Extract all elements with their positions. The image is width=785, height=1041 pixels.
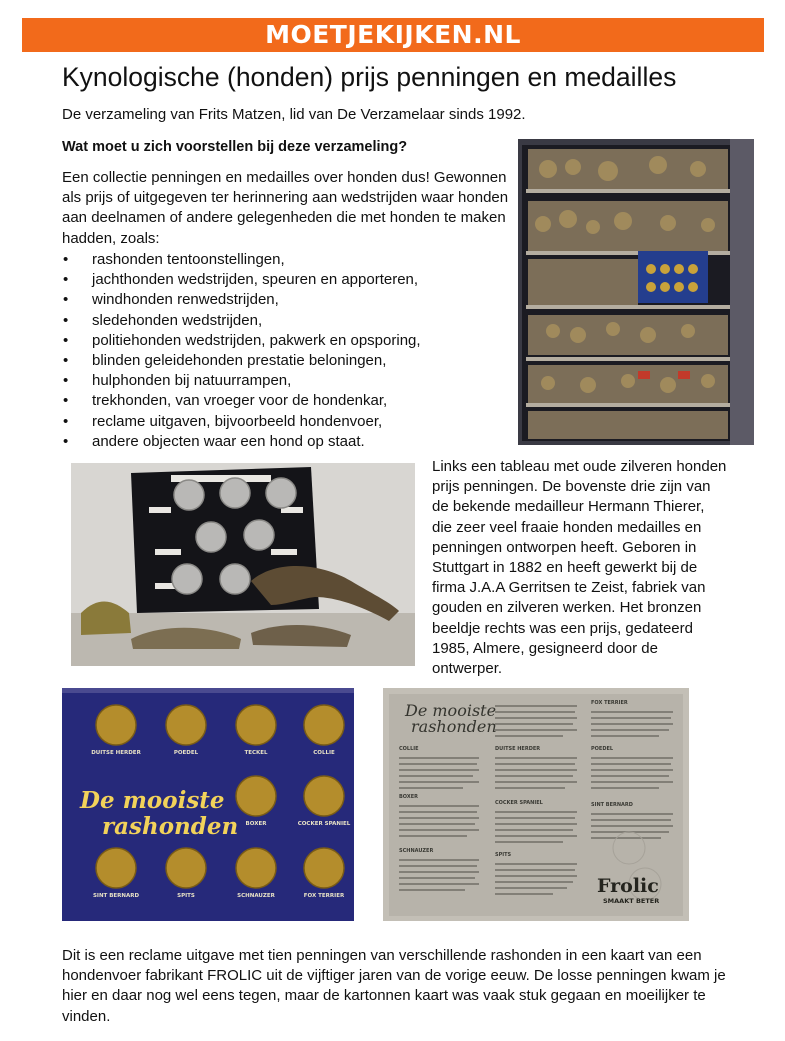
card-back-heading: FOX TERRIER	[591, 700, 628, 706]
card-back-heading: SINT BERNARD	[591, 802, 633, 808]
frolic-brand: Frolic	[597, 875, 659, 897]
bullet-icon: •	[63, 392, 69, 410]
section-question: Wat moet u zich voorstellen bij deze verzameling?	[62, 139, 408, 155]
list-item: • windhonden renwedstrijden,	[62, 290, 502, 310]
card-back-heading: COCKER SPANIEL	[495, 800, 543, 806]
frolic-slogan: SMAAKT BETER	[603, 897, 660, 905]
frolic-card-front-photo	[62, 688, 354, 921]
site-banner[interactable]: MOETJEKIJKEN.NL	[22, 18, 764, 52]
list-item: • sledehonden wedstrijden,	[62, 311, 502, 331]
page-subtitle: De verzameling van Frits Matzen, lid van De Verzamelaar sinds 1992.	[62, 106, 526, 123]
bullet-list	[62, 250, 502, 452]
bullet-icon: •	[63, 271, 69, 289]
bullet-icon: •	[63, 372, 69, 390]
footer-paragraph: Dit is een reclame uitgave met tien penningen van verschillende rashonden in een kaart van een hondenvoer fabrikant FROLIC uit de vijftiger jaren van de vorige eeuw. De losse penningen kwam je hier en daar nog wel eens tegen, maar de kartonnen kaart was vaak stuk gegaan en moeilijker te vinden.	[62, 947, 726, 1025]
coin-label: SCHNAUZER	[237, 893, 275, 899]
bullet-icon: •	[63, 412, 69, 430]
card-back-heading: SCHNAUZER	[399, 848, 434, 854]
coin-label: TECKEL	[244, 750, 268, 756]
bullet-icon: •	[63, 291, 69, 309]
card-back-heading: COLLIE	[399, 746, 419, 752]
list-item: • hulphonden bij natuurrampen,	[62, 371, 502, 391]
card-title-line1: De mooiste	[80, 787, 225, 814]
silver-medals-tableau-photo	[71, 463, 415, 666]
list-item: • politiehonden wedstrijden, pakwerk en opsporing,	[62, 331, 502, 351]
coin-label: SPITS	[177, 893, 195, 899]
list-item: • trekhonden, van vroeger voor de hondenkar,	[62, 391, 502, 411]
card-back-heading: SPITS	[495, 852, 512, 858]
tableau-caption: Links een tableau met oude zilveren honden prijs penningen. De bovenste drie zijn van de bekende medailleur Hermann Thierer, die zeer veel fraaie honden medailles en penningen ontworpen heeft. Geboren in Stuttgart in 1882 en heeft gewerkt bij de firma J.A.A Gerritsen te Zeist, fabriek van gouden en zilveren werken. Het bronzen beeldje rechts was een prijs, gedateerd 1985, Almere, gesigneerd door de ontwerper.	[432, 458, 727, 678]
bullet-icon: •	[63, 352, 69, 370]
card-title-line2: rashonden	[102, 813, 239, 840]
coin-label: COLLIE	[313, 750, 335, 756]
coin-label: COCKER SPANIEL	[297, 821, 351, 827]
coin-label: FOX TERRIER	[303, 893, 345, 899]
coin-label: DUITSE HERDER	[91, 750, 141, 756]
card-back-heading: BOXER	[399, 794, 419, 800]
card-back-heading: DUITSE HERDER	[495, 746, 541, 752]
bullet-icon: •	[63, 311, 69, 329]
list-item: • jachthonden wedstrijden, speuren en apporteren,	[62, 270, 502, 290]
bullet-icon: •	[63, 432, 69, 450]
intro-paragraph: Een collectie penningen en medailles over honden dus! Gewonnen als prijs of uitgegeven ter herinnering aan wedstrijden waar honden aan deelnamen of andere gelegenheden die met honden te maken hadden, zoals:	[62, 169, 509, 247]
list-item: • rashonden tentoonstellingen,	[62, 250, 502, 270]
list-item: • reclame uitgaven, bijvoorbeeld hondenvoer,	[62, 412, 502, 432]
coin-label: SINT BERNARD	[92, 893, 140, 899]
page-title: Kynologische (honden) prijs penningen en medailles	[62, 62, 677, 92]
frolic-card-back-photo	[383, 688, 689, 921]
display-cabinet-photo	[518, 139, 754, 445]
card-back-title-line1: De mooiste	[405, 701, 497, 720]
list-item: • blinden geleidehonden prestatie beloningen,	[62, 351, 502, 371]
card-back-title-line2: rashonden	[411, 717, 497, 736]
list-item: • andere objecten waar een hond op staat.	[62, 432, 502, 452]
bullet-icon: •	[63, 251, 69, 268]
coin-label: POEDEL	[173, 750, 199, 756]
coin-label: BOXER	[245, 821, 267, 827]
bullet-icon: •	[63, 331, 69, 349]
card-back-heading: POEDEL	[591, 746, 614, 752]
